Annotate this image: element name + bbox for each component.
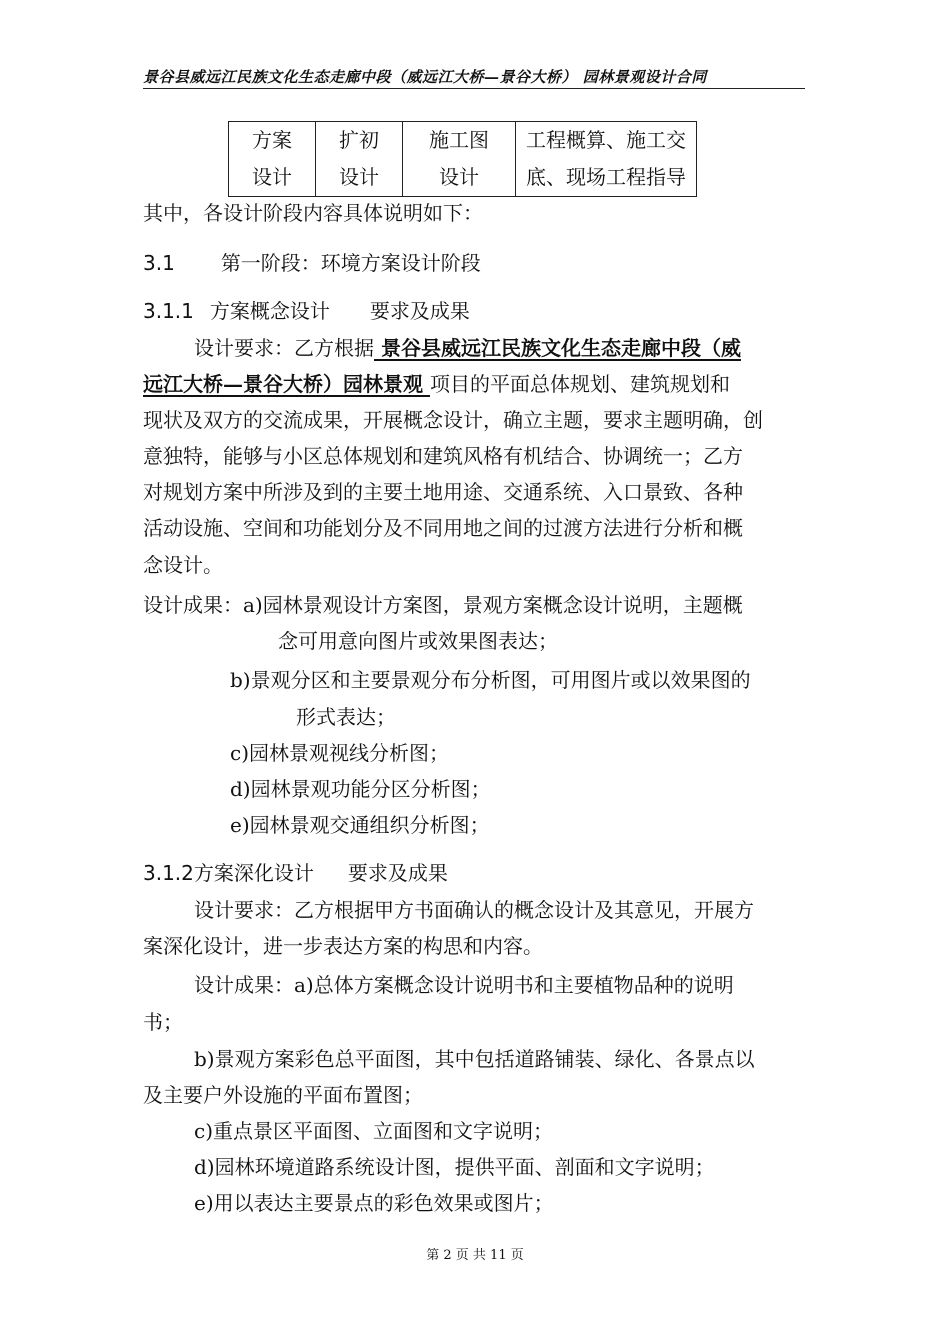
requirement-1-line-3: 现状及双方的交流成果，开展概念设计，确立主题，要求主题明确，创 — [143, 408, 763, 432]
result-1-item-c: c)园林景观视线分析图； — [230, 741, 450, 765]
requirement-1-line-1: 设计要求：乙方根据 景谷县威远江民族文化生态走廊中段（威 — [194, 336, 741, 360]
result-1-item-a: 设计成果：a)园林景观设计方案图，景观方案概念设计说明，主题概 — [143, 593, 743, 617]
requirement-1-line-6: 活动设施、空间和功能划分及不同用地之间的过渡方法进行分析和概 — [143, 516, 743, 540]
requirement-1-line-5: 对规划方案中所涉及到的主要土地用途、交通系统、入口景致、各种 — [143, 480, 743, 504]
document-header: 景谷县威远江民族文化生态走廊中段（威远江大桥—景谷大桥） 园林景观设计合同 — [143, 68, 707, 86]
result-1-item-a-cont: 念可用意向图片或效果图表达； — [278, 629, 558, 653]
result-2-item-c: c)重点景区平面图、立面图和文字说明； — [194, 1119, 554, 1143]
project-name: 景谷县威远江民族文化生态走廊中段（威 — [374, 336, 741, 360]
table-cell-preliminary: 扩初 设计 — [316, 122, 403, 197]
result-2-item-d: d)园林环境道路系统设计图，提供平面、剖面和文字说明； — [194, 1155, 715, 1179]
result-2-item-a: 设计成果：a)总体方案概念设计说明书和主要植物品种的说明 — [194, 973, 734, 997]
design-stage-table — [228, 121, 697, 197]
result-1-item-b-cont: 形式表达； — [296, 705, 396, 729]
requirement-1-line-4: 意独特，能够与小区总体规划和建筑风格有机结合、协调统一；乙方 — [143, 444, 743, 468]
table-row — [229, 122, 697, 197]
section-heading-3-1: 3.1 第一阶段：环境方案设计阶段 — [143, 251, 481, 275]
page-number-footer: 第 2 页 共 11 页 — [426, 1248, 524, 1263]
section-heading-3-1-1: 3.1.1 方案概念设计 要求及成果 — [143, 299, 470, 323]
requirement-1-line-2: 远江大桥—景谷大桥）园林景观 项目的平面总体规划、建筑规划和 — [143, 372, 730, 396]
intro-text: 其中，各设计阶段内容具体说明如下： — [143, 201, 483, 225]
requirement-2-line-2: 案深化设计，进一步表达方案的构思和内容。 — [143, 934, 543, 958]
result-2-item-b: b)景观方案彩色总平面图，其中包括道路铺装、绿化、各景点以 — [194, 1047, 755, 1071]
result-2-item-e: e)用以表达主要景点的彩色效果或图片； — [194, 1191, 554, 1215]
result-1-item-e: e)园林景观交通组织分析图； — [230, 813, 490, 837]
result-1-item-b: b)景观分区和主要景观分布分析图，可用图片或以效果图的 — [230, 668, 751, 692]
table-cell-scheme: 方案 设计 — [229, 122, 316, 197]
result-2-item-b-cont: 及主要户外设施的平面布置图； — [143, 1083, 423, 1107]
table-cell-budget-guidance: 工程概算、施工交 底、现场工程指导 — [516, 122, 697, 197]
result-1-item-d: d)园林景观功能分区分析图； — [230, 777, 491, 801]
requirement-2-line-1: 设计要求：乙方根据甲方书面确认的概念设计及其意见，开展方 — [194, 898, 754, 922]
result-2-item-a-cont: 书； — [143, 1010, 183, 1034]
project-name: 远江大桥—景谷大桥）园林景观 — [143, 372, 430, 396]
requirement-1-line-7: 念设计。 — [143, 553, 223, 577]
section-heading-3-1-2: 3.1.2方案深化设计 要求及成果 — [143, 861, 448, 885]
table-cell-construction-drawing: 施工图 设计 — [403, 122, 516, 197]
header-rule — [143, 88, 805, 89]
